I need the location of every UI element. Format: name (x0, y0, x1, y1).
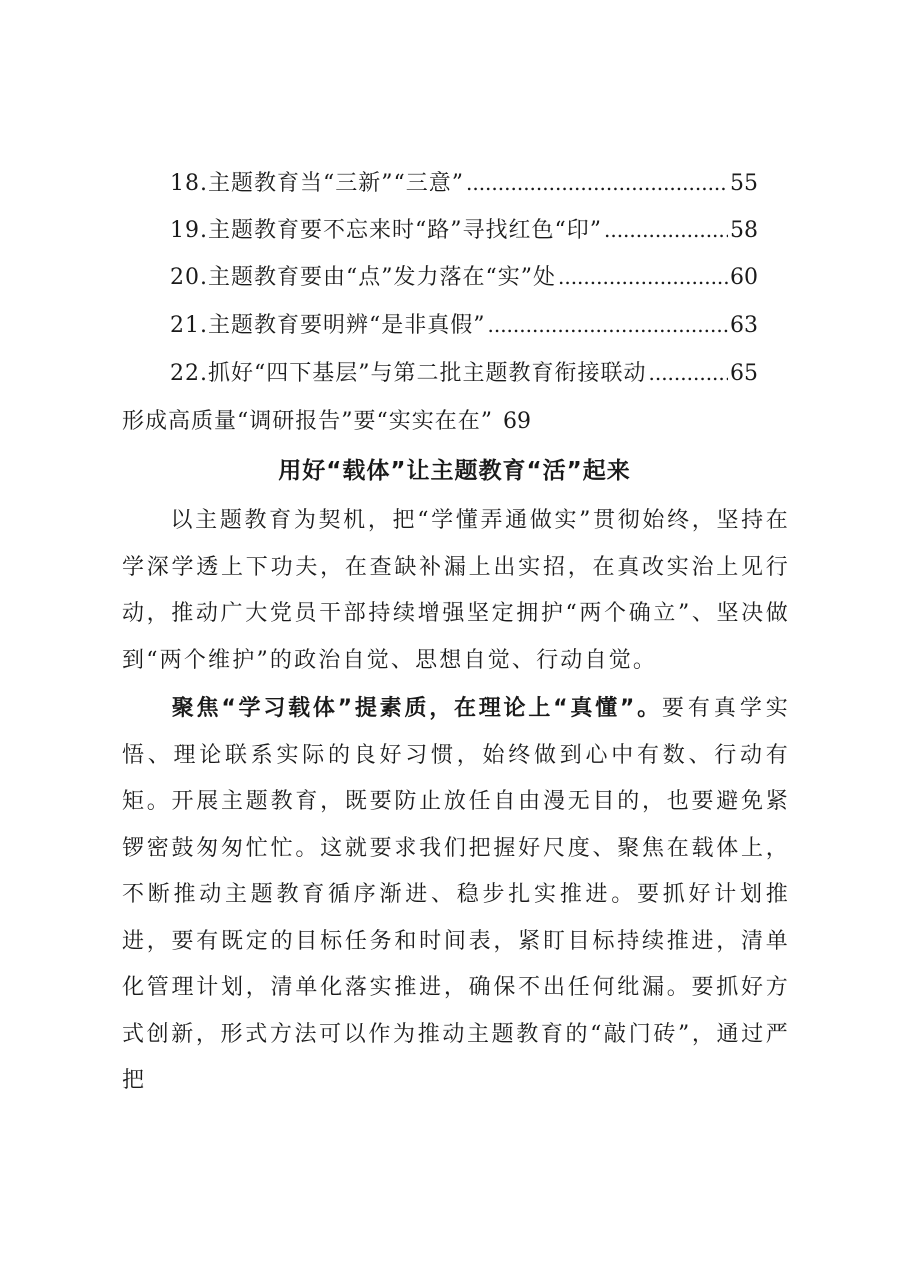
article-paragraph-1 (122, 498, 790, 684)
toc-entry-page: 63 (730, 313, 758, 338)
toc-entry-page: 58 (730, 218, 758, 243)
article-title: 用好“载体”让主题教育“活”起来 (278, 458, 631, 484)
toc-leader-dots (466, 171, 728, 195)
toc-entry-title: 18.主题教育当“三新”“三意” (170, 171, 464, 196)
toc-entry-title: 形成高质量“调研报告”要“实实在在” (122, 409, 493, 434)
toc-entry-page: 60 (730, 265, 758, 290)
article-paragraph-2 (122, 686, 790, 1105)
toc-entry-title: 19.主题教育要不忘来时“路”寻找红色“印” (170, 218, 602, 243)
toc-entry[interactable] (170, 213, 758, 253)
paragraph-lead-bold: 聚焦“学习载体”提素质，在理论上“真懂”。 (170, 696, 662, 721)
toc-leader-dots (648, 361, 728, 385)
toc-entry-page: 69 (503, 409, 531, 434)
toc-entry[interactable] (170, 308, 758, 348)
toc-leader-dots (487, 313, 728, 337)
toc-entry[interactable] (170, 166, 758, 206)
paragraph-text: 要有真学实悟、理论联系实际的良好习惯，始终做到心中有数、行动有矩。开展主题教育，既要防止放任自由漫无目的，也要避免紧锣密鼓匆匆忙忙。这就要求我们把握好尺度、聚焦在载体上，不断推动主题教育循序渐进、稳步扎实推进。要抓好计划推进，要有既定的目标任务和时间表，紧盯目标持续推进，清单化管理计划，清单化落实推进，确保不出任何纰漏。要抓好方式创新，形式方法可以作为推动主题教育的“敲门砖”，通过严把 (122, 696, 790, 1093)
toc-leader-dots (604, 218, 728, 242)
toc-entry-title: 22.抓好“四下基层”与第二批主题教育衔接联动 (170, 361, 647, 386)
toc-entry[interactable] (170, 356, 758, 396)
toc-entry-title: 21.主题教育要明辨“是非真假” (170, 313, 486, 338)
toc-leader-dots (558, 265, 728, 289)
toc-entry-page: 55 (730, 171, 758, 196)
toc-entry-extra[interactable] (122, 404, 531, 435)
toc-entry-page: 65 (730, 361, 758, 386)
toc-entry[interactable] (170, 260, 758, 300)
toc-entry-title: 20.主题教育要由“点”发力落在“实”处 (170, 265, 556, 290)
paragraph-text: 以主题教育为契机，把“学懂弄通做实”贯彻始终，坚持在学深学透上下功夫，在查缺补漏上出实招，在真改实治上见行动，推动广大党员干部持续增强坚定拥护“两个确立”、坚决做到“两个维护”的政治自觉、思想自觉、行动自觉。 (122, 508, 790, 673)
